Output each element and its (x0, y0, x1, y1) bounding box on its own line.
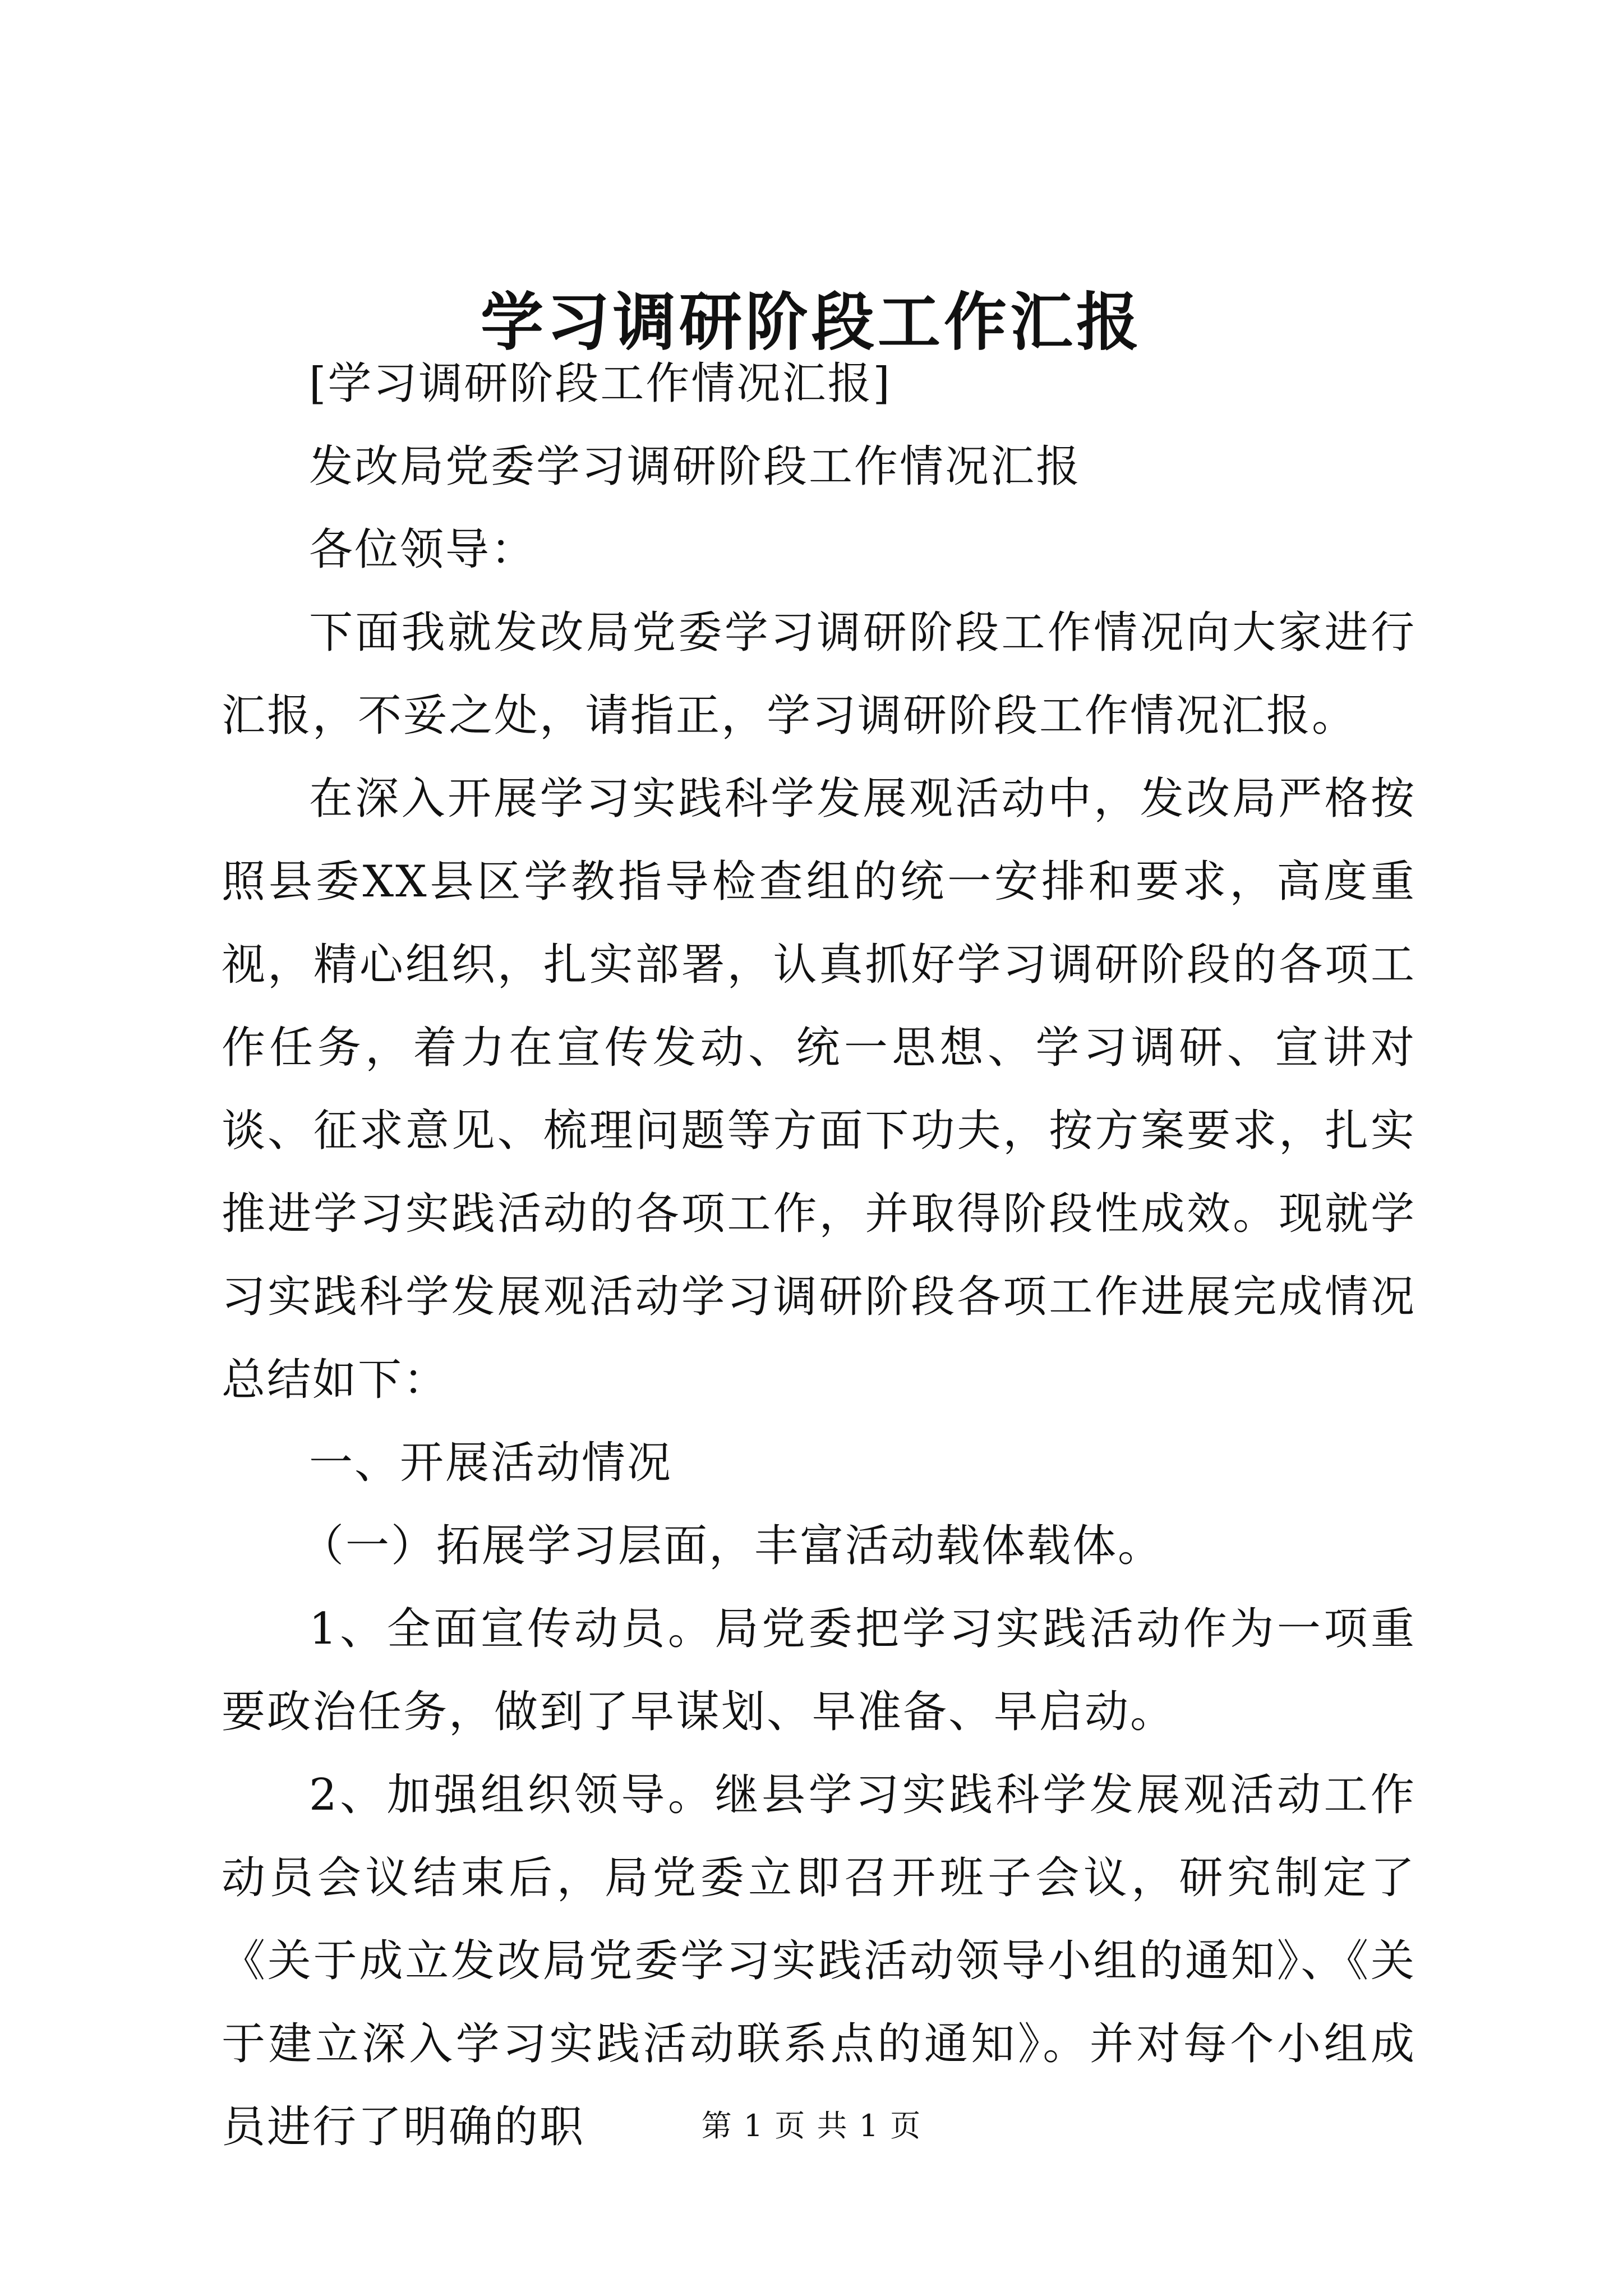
paragraph-report-heading: 发改局党委学习调研阶段工作情况汇报 (309, 441, 1082, 492)
paragraph-salutation: 各位领导： (309, 524, 537, 575)
paragraph-item-2: 2、加强组织领导。继县学习实践科学发展观活动工作动员会议结束后，局党委立即召开班子会议，研究制定了《关于成立发改局党委学习实践活动领导小组的通知》、《关于建立深入学习实践活动联系点的通知》。并对每个小组成员进行了明确的职 (222, 1770, 1416, 2152)
subsection-heading-1: （一）拓展学习层面，丰富活动载体载体。 (300, 1521, 1164, 1571)
paragraph-item-1: 1、全面宣传动员。局党委把学习实践活动作为一项重要政治任务，做到了早谋划、早准备、早启动。 (222, 1604, 1416, 1737)
paragraph-intro: 下面我就发改局党委学习调研阶段工作情况向大家进行汇报，不妥之处，请指正，学习调研阶段工作情况汇报。 (222, 608, 1416, 741)
page-footer: 第 1 页 共 1 页 (701, 2108, 922, 2143)
document-body (222, 342, 1416, 2169)
paragraph-subtitle-bracketed: [学习调研阶段工作情况汇报] (309, 358, 892, 409)
section-heading-1: 一、开展活动情况 (309, 1438, 673, 1488)
document-title: 学习调研阶段工作汇报 (481, 286, 1142, 359)
paragraph-overview: 在深入开展学习实践科学发展观活动中，发改局严格按照县委XX县区学教指导检查组的统一安排和要求，高度重视，精心组织，扎实部署，认真抓好学习调研阶段的各项工作任务，着力在宣传发动、统一思想、学习调研、宣讲对谈、征求意见、梳理问题等方面下功夫，按方案要求，扎实推进学习实践活动的各项工作，并取得阶段性成效。现就学习实践科学发展观活动学习调研阶段各项工作进展完成情况总结如下： (222, 774, 1416, 1405)
